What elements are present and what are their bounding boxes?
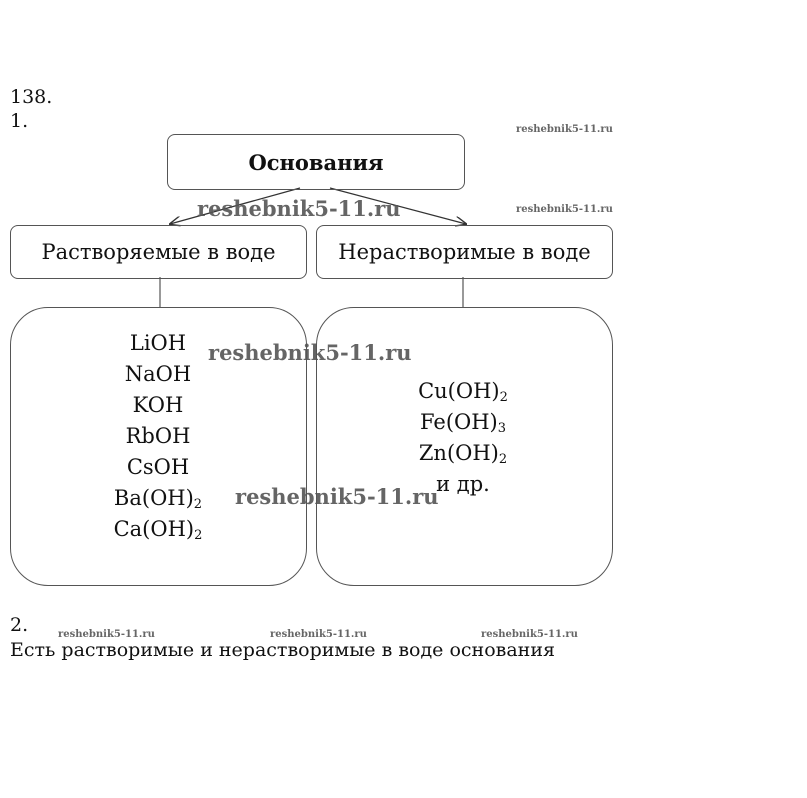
watermark-text: reshebnik5-11.ru bbox=[197, 196, 401, 221]
formula-item: LiOH bbox=[129, 331, 187, 355]
formula-item: $Cu(OH)_2$ bbox=[418, 379, 508, 405]
formula-item: и др. bbox=[436, 472, 490, 496]
formula-item: $Ca(OH)_2$ bbox=[113, 517, 203, 543]
soluble-box bbox=[10, 225, 307, 279]
insoluble-box bbox=[316, 225, 613, 279]
formula-item: $Ba(OH)_2$ bbox=[113, 486, 203, 512]
insoluble-list bbox=[363, 376, 563, 500]
part1-label: 1. bbox=[10, 110, 29, 132]
watermark-text: reshebnik5-11.ru bbox=[516, 124, 613, 135]
formula-item: $Fe(OH)_3$ bbox=[419, 410, 507, 436]
task-number: 138. bbox=[10, 86, 53, 108]
watermark-text: reshebnik5-11.ru bbox=[481, 629, 578, 640]
insoluble-title: Нерастворимые в воде bbox=[338, 240, 591, 264]
soluble-title: Растворяемые в воде bbox=[41, 240, 276, 264]
watermark-text: reshebnik5-11.ru bbox=[516, 204, 613, 215]
root-box bbox=[167, 134, 465, 190]
root-label: Основания bbox=[248, 149, 384, 175]
formula-item: KOH bbox=[132, 393, 184, 417]
formula-item: NaOH bbox=[124, 362, 192, 386]
formula-item: RbOH bbox=[125, 424, 191, 448]
watermark-text: reshebnik5-11.ru bbox=[58, 629, 155, 640]
answer-text: Есть растворимые и нерастворимые в воде основания bbox=[10, 639, 555, 661]
watermark-text: reshebnik5-11.ru bbox=[270, 629, 367, 640]
formula-item: $Zn(OH)_2$ bbox=[418, 441, 508, 467]
watermark-text: reshebnik5-11.ru bbox=[235, 484, 439, 509]
watermark-text: reshebnik5-11.ru bbox=[208, 340, 412, 365]
part2-label: 2. bbox=[10, 614, 29, 636]
formula-item: CsOH bbox=[126, 455, 190, 479]
